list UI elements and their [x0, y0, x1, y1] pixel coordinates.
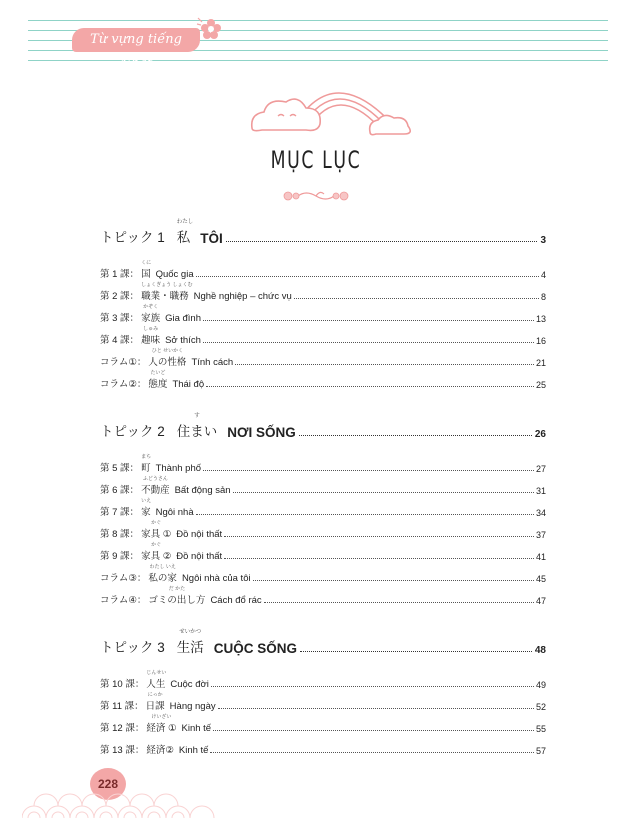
toc-section	[100, 629, 546, 756]
lesson-label: 第 4 課：	[100, 335, 140, 346]
toc-entry[interactable]	[100, 302, 546, 324]
toc-entry[interactable]	[100, 324, 546, 346]
lesson-kanji: 家具 ①	[141, 529, 172, 540]
topic-vietnamese: TÔI	[200, 231, 223, 246]
toc-entry[interactable]	[100, 690, 546, 712]
leader-dots	[213, 730, 534, 731]
topic-japanese	[176, 219, 194, 246]
lesson-furigana: じんせい	[146, 670, 167, 676]
lesson-kanji: 町	[141, 463, 151, 474]
topic-label: トピック 3	[100, 640, 165, 655]
leader-dots	[294, 298, 539, 299]
lesson-label: 第 6 課：	[100, 485, 140, 496]
topic-furigana: わたし	[176, 219, 194, 225]
leader-dots	[196, 514, 534, 515]
lesson-page-number: 21	[535, 358, 546, 368]
lesson-vietnamese: Hàng ngày	[169, 701, 216, 712]
toc-entry[interactable]	[100, 518, 546, 540]
toc-section	[100, 413, 546, 606]
lesson-furigana: いえ	[141, 498, 152, 504]
lesson-japanese	[146, 670, 167, 690]
topic-page-number: 48	[534, 645, 546, 656]
leader-dots	[224, 536, 534, 537]
topic-furigana: す	[194, 413, 200, 419]
lesson-kanji: 態度	[148, 379, 168, 390]
leader-dots	[210, 752, 534, 753]
topic-label: トピック 1	[100, 230, 165, 245]
lesson-japanese	[141, 542, 172, 562]
topic-japanese	[176, 413, 218, 440]
lesson-page-number: 25	[535, 380, 546, 390]
leader-dots	[224, 558, 534, 559]
lesson-furigana: かぐ	[151, 520, 162, 526]
lesson-vietnamese: Kinh tế	[181, 723, 212, 734]
topic-japanese	[176, 629, 204, 656]
lesson-page-number: 57	[535, 746, 546, 756]
lesson-label: コラム①：	[100, 357, 147, 368]
lesson-japanese	[141, 282, 193, 302]
lesson-label: 第 10 課：	[100, 679, 145, 690]
lesson-kanji: 日課	[145, 701, 165, 712]
lesson-label: コラム②：	[100, 379, 147, 390]
toc-entry[interactable]	[100, 668, 546, 690]
lesson-label: 第 2 課：	[100, 291, 140, 302]
lesson-vietnamese: Kinh tế	[178, 745, 209, 756]
lesson-japanese	[141, 520, 172, 540]
toc-entry[interactable]	[100, 540, 546, 562]
lesson-furigana: しょくぎょう しょくむ	[141, 282, 193, 288]
lesson-kanji: 人の性格	[148, 357, 187, 368]
lesson-vietnamese: Sở thích	[165, 335, 201, 346]
leader-dots	[203, 320, 534, 321]
lesson-japanese	[141, 454, 152, 474]
lesson-furigana: けいざい	[151, 714, 172, 720]
toc-entry[interactable]	[100, 584, 546, 606]
lesson-furigana: にっか	[147, 692, 163, 698]
lesson-page-number: 13	[535, 314, 546, 324]
lesson-furigana: かぞく	[143, 304, 159, 310]
lesson-label: 第 12 課：	[100, 723, 145, 734]
lesson-vietnamese: Cách đổ rác	[210, 595, 262, 606]
leader-dots	[203, 342, 534, 343]
lesson-label: 第 9 課：	[100, 551, 140, 562]
lesson-page-number: 55	[535, 724, 546, 734]
lesson-label: コラム③：	[100, 573, 147, 584]
leader-dots	[264, 602, 534, 603]
lesson-kanji: 家族	[141, 313, 161, 324]
lesson-japanese	[148, 586, 206, 606]
toc-entry[interactable]	[100, 562, 546, 584]
topic-kanji: 住まい	[176, 424, 218, 439]
lesson-vietnamese: Quốc gia	[155, 269, 194, 280]
lesson-japanese	[148, 564, 177, 584]
lesson-japanese	[141, 326, 161, 346]
topic-furigana: せいかつ	[179, 629, 202, 635]
toc-section-heading[interactable]	[100, 629, 546, 656]
lesson-vietnamese: Đồ nội thất	[176, 529, 223, 540]
lesson-page-number: 4	[540, 270, 546, 280]
lesson-kanji: 私の家	[148, 573, 177, 584]
lesson-label: 第 13 課：	[100, 745, 145, 756]
toc-entry[interactable]	[100, 496, 546, 518]
toc-section-heading[interactable]	[100, 219, 546, 246]
toc-entry[interactable]	[100, 474, 546, 496]
lesson-kanji: 家具 ②	[141, 551, 172, 562]
lesson-page-number: 47	[535, 596, 546, 606]
topic-vietnamese: CUỘC SỐNG	[213, 641, 297, 656]
toc-entry[interactable]	[100, 258, 546, 280]
wave-pattern-decoration	[22, 782, 222, 818]
lesson-vietnamese: Thành phố	[155, 463, 202, 474]
lesson-page-number: 27	[535, 464, 546, 474]
lesson-page-number: 45	[535, 574, 546, 584]
lesson-japanese	[148, 348, 187, 368]
lesson-kanji: 趣味	[141, 335, 161, 346]
lesson-page-number: 37	[535, 530, 546, 540]
lesson-japanese	[141, 476, 170, 496]
lesson-label: 第 11 課：	[100, 701, 144, 712]
lesson-furigana: くに	[141, 260, 152, 266]
leader-dots	[218, 708, 534, 709]
lesson-japanese	[141, 260, 152, 280]
lesson-vietnamese: Đồ nội thất	[176, 551, 223, 562]
lesson-vietnamese: Ngôi nhà của tôi	[181, 573, 251, 584]
lesson-page-number: 49	[535, 680, 546, 690]
page-number-badge: 228	[90, 768, 126, 800]
lesson-furigana: かぐ	[151, 542, 162, 548]
leader-dots	[233, 492, 534, 493]
toc-section-heading[interactable]	[100, 413, 546, 440]
floral-divider-icon	[276, 186, 356, 206]
toc-entry[interactable]	[100, 734, 546, 756]
toc-entry[interactable]	[100, 346, 546, 368]
lesson-kanji: ゴミの出し方	[148, 595, 206, 606]
lesson-label: 第 1 課：	[100, 269, 140, 280]
leader-dots	[235, 364, 534, 365]
lesson-page-number: 8	[540, 292, 546, 302]
header-banner: Từ vựng tiếng Nhật	[72, 28, 200, 52]
lesson-page-number: 41	[535, 552, 546, 562]
topic-kanji: 私	[176, 230, 191, 245]
topic-page-number: 26	[534, 429, 546, 440]
lesson-kanji: 経済②	[146, 745, 174, 756]
lesson-furigana: まち	[141, 454, 152, 460]
leader-dots	[300, 651, 532, 652]
lesson-kanji: 経済 ①	[146, 723, 177, 734]
lesson-label: コラム④：	[100, 595, 147, 606]
lesson-label: 第 5 課：	[100, 463, 140, 474]
topic-page-number: 3	[540, 235, 546, 246]
toc-entry[interactable]	[100, 712, 546, 734]
lesson-page-number: 31	[535, 486, 546, 496]
leader-dots	[253, 580, 534, 581]
lesson-vietnamese: Thái độ	[172, 379, 205, 390]
toc-section	[100, 219, 546, 390]
toc-entry[interactable]	[100, 280, 546, 302]
lesson-japanese	[141, 498, 152, 518]
lesson-furigana: だ かた	[168, 586, 186, 592]
lesson-page-number: 52	[535, 702, 546, 712]
lesson-kanji: 不動産	[141, 485, 170, 496]
lesson-vietnamese: Gia đình	[165, 313, 201, 324]
lesson-page-number: 34	[535, 508, 546, 518]
lesson-vietnamese: Cuộc đời	[170, 679, 209, 690]
lesson-vietnamese: Tính cách	[191, 357, 234, 368]
lesson-vietnamese: Bất động sản	[174, 485, 231, 496]
toc-entry[interactable]	[100, 452, 546, 474]
topic-label: トピック 2	[100, 424, 165, 439]
lesson-label: 第 7 課：	[100, 507, 140, 518]
leader-dots	[203, 470, 534, 471]
topic-kanji: 生活	[176, 640, 204, 655]
lesson-japanese	[148, 370, 168, 390]
lesson-japanese	[141, 304, 161, 324]
lesson-furigana: わたし いえ	[149, 564, 176, 570]
lesson-vietnamese: Nghề nghiệp – chức vụ	[193, 291, 292, 302]
lesson-kanji: 国	[141, 269, 151, 280]
lesson-kanji: 職業・職務	[141, 291, 189, 302]
page-title: MỤC LỤC	[270, 146, 362, 174]
lesson-furigana: ふどうさん	[142, 476, 168, 482]
lesson-japanese	[146, 742, 174, 756]
topic-vietnamese: NƠI SỐNG	[227, 425, 296, 440]
flower-icon	[196, 14, 226, 44]
lesson-vietnamese: Ngôi nhà	[155, 507, 194, 518]
leader-dots	[211, 686, 534, 687]
lesson-page-number: 16	[535, 336, 546, 346]
leader-dots	[196, 276, 539, 277]
lesson-furigana: しゅみ	[143, 326, 159, 332]
lesson-kanji: 人生	[146, 679, 166, 690]
lesson-furigana: たいど	[150, 370, 166, 376]
rainbow-cloud-illustration	[244, 68, 424, 144]
leader-dots	[299, 435, 532, 436]
leader-dots	[226, 241, 538, 242]
lesson-japanese	[146, 714, 177, 734]
lesson-japanese	[145, 692, 165, 712]
lesson-kanji: 家	[141, 507, 151, 518]
leader-dots	[206, 386, 534, 387]
lesson-furigana: ひと せいかく	[151, 348, 184, 354]
lesson-label: 第 3 課：	[100, 313, 140, 324]
toc-entry[interactable]	[100, 368, 546, 390]
lesson-label: 第 8 課：	[100, 529, 140, 540]
